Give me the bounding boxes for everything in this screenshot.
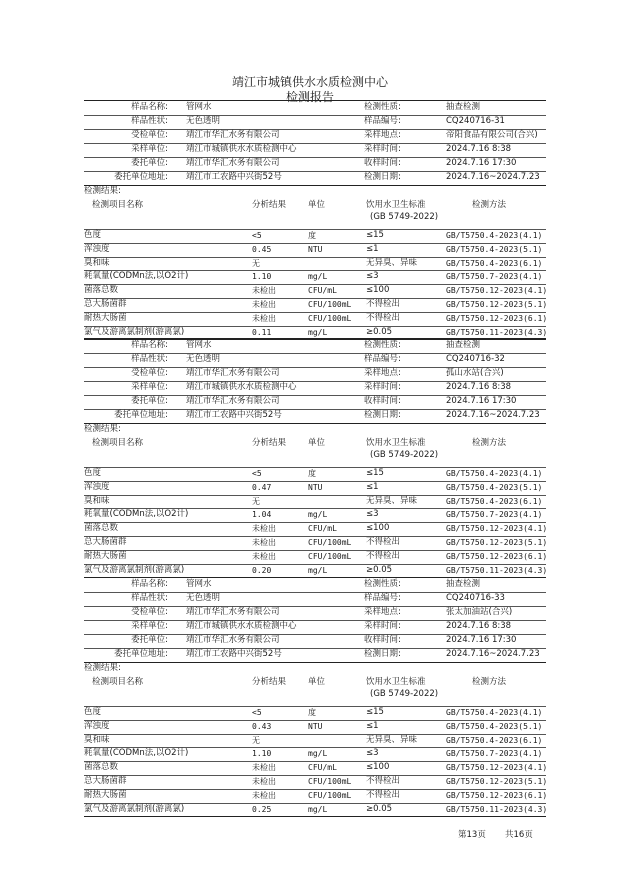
info-value-test-date: 2024.7.16~2024.7.23 [446, 172, 540, 182]
row-method: GB/T5750.12-2023(6.1) [446, 552, 548, 561]
row-item-name: 总大肠菌群 [84, 776, 127, 786]
row-method: GB/T5750.4-2023(6.1) [446, 497, 543, 506]
row-item-name: 臭和味 [84, 258, 110, 268]
info-value-entrust-address: 靖江市工农路中兴街52号 [186, 172, 282, 182]
row-result: <5 [252, 708, 262, 717]
row-method: GB/T5750.7-2023(4.1) [446, 510, 543, 519]
column-header-result: 分析结果 [252, 200, 287, 210]
info-value-entrust-unit: 靖江市华汇水务有限公司 [186, 396, 280, 406]
info-value-client-unit: 靖江市华汇水务有限公司 [186, 607, 280, 617]
row-item-name: 菌落总数 [84, 523, 119, 533]
column-header-standard-code: (GB 5749-2022) [370, 450, 439, 460]
row-standard: 无异臭、异味 [366, 258, 418, 268]
row-item-name: 浑浊度 [84, 482, 110, 492]
column-header-item: 检测项目名称 [92, 200, 144, 210]
row-standard: ≤15 [366, 468, 384, 478]
divider-line [84, 577, 546, 578]
row-method: GB/T5750.7-2023(4.1) [446, 749, 543, 758]
row-standard: 不得检出 [366, 790, 401, 800]
info-value-test-date: 2024.7.16~2024.7.23 [446, 410, 540, 420]
row-item-name: 浑浊度 [84, 721, 110, 731]
row-result: 0.11 [252, 328, 272, 337]
row-method: GB/T5750.12-2023(5.1) [446, 300, 548, 309]
result-label: 检测结果: [84, 663, 121, 673]
row-method: GB/T5750.4-2023(4.1) [446, 231, 543, 240]
row-unit: mg/L [308, 566, 328, 575]
info-value-test-nature: 抽查检测 [446, 102, 481, 112]
row-method: GB/T5750.4-2023(6.1) [446, 259, 543, 268]
row-method: GB/T5750.12-2023(6.1) [446, 791, 548, 800]
info-value-test-date: 2024.7.16~2024.7.23 [446, 649, 540, 659]
info-label-sample-no: 样品编号: [364, 116, 401, 126]
row-unit: CFU/mL [308, 286, 337, 295]
row-standard: ≤3 [366, 509, 379, 519]
row-item-name: 色度 [84, 468, 102, 478]
row-standard: ≤1 [366, 721, 379, 731]
row-standard: ≥0.05 [366, 565, 393, 575]
column-header-item: 检测项目名称 [92, 677, 144, 687]
row-standard: ≤3 [366, 748, 379, 758]
info-label-sample-nature: 样品性状: [131, 116, 168, 126]
column-header-unit: 单位 [308, 200, 326, 210]
info-label-entrust-address: 委托单位地址: [114, 649, 168, 659]
info-label-entrust-unit: 委托单位: [131, 158, 168, 168]
info-value-sample-no: CQ240716-33 [446, 593, 505, 603]
row-standard: ≤1 [366, 482, 379, 492]
divider-line [84, 185, 546, 186]
row-result: 无 [252, 736, 260, 745]
info-label-entrust-address: 委托单位地址: [114, 410, 168, 420]
row-method: GB/T5750.4-2023(5.1) [446, 483, 543, 492]
row-item-name: 浑浊度 [84, 244, 110, 254]
row-standard: 不得检出 [366, 299, 401, 309]
column-header-unit: 单位 [308, 438, 326, 448]
info-label-sampling-unit: 采样单位: [131, 144, 168, 154]
row-unit: mg/L [308, 272, 328, 281]
row-item-name: 色度 [84, 707, 102, 717]
info-label-receive-time: 收样时间: [364, 396, 401, 406]
divider-line [84, 423, 546, 424]
divider-line [84, 338, 546, 339]
info-label-sampling-time: 采样时间: [364, 621, 401, 631]
row-unit: NTU [308, 722, 323, 731]
info-label-sample-no: 样品编号: [364, 354, 401, 364]
row-unit: NTU [308, 483, 323, 492]
info-value-sample-name: 管网水 [186, 579, 212, 589]
row-unit: CFU/100mL [308, 552, 352, 561]
info-label-sample-nature: 样品性状: [131, 593, 168, 603]
row-method: GB/T5750.12-2023(5.1) [446, 538, 548, 547]
info-label-sampling-time: 采样时间: [364, 382, 401, 392]
row-standard: 不得检出 [366, 313, 401, 323]
report-org-title: 靖江市城镇供水水质检测中心 [231, 75, 388, 89]
info-value-sample-nature: 无色透明 [186, 593, 221, 603]
row-item-name: 臭和味 [84, 496, 110, 506]
row-unit: 度 [308, 231, 316, 240]
column-header-standard: 饮用水卫生标准 [366, 200, 426, 210]
info-label-sampling-unit: 采样单位: [131, 382, 168, 392]
row-result: 0.45 [252, 245, 272, 254]
row-result: 无 [252, 497, 260, 506]
column-header-item: 检测项目名称 [92, 438, 144, 448]
row-unit: 度 [308, 708, 316, 717]
row-result: 未检出 [252, 524, 276, 533]
row-unit: CFU/100mL [308, 538, 352, 547]
row-standard: 不得检出 [366, 537, 401, 547]
row-unit: CFU/100mL [308, 791, 352, 800]
info-label-receive-time: 收样时间: [364, 635, 401, 645]
row-unit: mg/L [308, 510, 328, 519]
column-header-standard: 饮用水卫生标准 [366, 438, 426, 448]
row-unit: 度 [308, 469, 316, 478]
row-method: GB/T5750.11-2023(4.3) [446, 566, 548, 575]
row-item-name: 耐热大肠菌 [84, 551, 127, 561]
info-label-sampling-site: 采样地点: [364, 607, 401, 617]
info-label-sample-nature: 样品性状: [131, 354, 168, 364]
row-standard: 不得检出 [366, 551, 401, 561]
row-item-name: 耗氧量(CODMn法,以O2计) [84, 509, 189, 519]
row-standard: ≤100 [366, 285, 390, 295]
info-value-sampling-unit: 靖江市城镇供水水质检测中心 [186, 144, 297, 154]
info-value-sampling-time: 2024.7.16 8:38 [446, 144, 512, 154]
divider-line [84, 100, 546, 101]
row-standard: ≤15 [366, 707, 384, 717]
row-item-name: 氯气及游离氯制剂(游离氯) [84, 565, 185, 575]
info-value-sample-no: CQ240716-32 [446, 354, 505, 364]
row-result: 未检出 [252, 552, 276, 561]
row-result: 1.04 [252, 510, 272, 519]
row-result: 0.47 [252, 483, 272, 492]
info-label-test-nature: 检测性质: [364, 102, 401, 112]
row-standard: ≤1 [366, 244, 379, 254]
info-label-sample-no: 样品编号: [364, 593, 401, 603]
info-value-sampling-site: 帝阳食品有限公司(合兴) [446, 130, 538, 140]
info-value-sampling-time: 2024.7.16 8:38 [446, 621, 512, 631]
divider-line [84, 662, 546, 663]
info-label-client-unit: 受检单位: [131, 607, 168, 617]
row-method: GB/T5750.4-2023(5.1) [446, 722, 543, 731]
row-result: 0.43 [252, 722, 272, 731]
row-standard: ≤100 [366, 523, 390, 533]
info-label-sample-name: 样品名称: [131, 102, 168, 112]
row-item-name: 耐热大肠菌 [84, 313, 127, 323]
info-value-sampling-site: 孤山水站(合兴) [446, 368, 504, 378]
row-item-name: 菌落总数 [84, 285, 119, 295]
info-value-client-unit: 靖江市华汇水务有限公司 [186, 130, 280, 140]
row-standard: 无异臭、异味 [366, 735, 418, 745]
row-unit: CFU/100mL [308, 777, 352, 786]
row-result: 未检出 [252, 777, 276, 786]
info-label-test-date: 检测日期: [364, 649, 401, 659]
row-result: 未检出 [252, 300, 276, 309]
row-item-name: 菌落总数 [84, 762, 119, 772]
row-method: GB/T5750.11-2023(4.3) [446, 328, 548, 337]
row-standard: ≥0.05 [366, 804, 393, 814]
row-unit: mg/L [308, 749, 328, 758]
info-label-test-nature: 检测性质: [364, 340, 401, 350]
info-label-entrust-unit: 委托单位: [131, 635, 168, 645]
row-result: <5 [252, 469, 262, 478]
info-label-sampling-unit: 采样单位: [131, 621, 168, 631]
column-header-method: 检测方法 [472, 677, 507, 687]
info-label-entrust-address: 委托单位地址: [114, 172, 168, 182]
info-label-receive-time: 收样时间: [364, 158, 401, 168]
info-value-sampling-time: 2024.7.16 8:38 [446, 382, 512, 392]
row-result: <5 [252, 231, 262, 240]
info-label-sample-name: 样品名称: [131, 579, 168, 589]
row-method: GB/T5750.12-2023(4.1) [446, 763, 548, 772]
row-item-name: 耗氧量(CODMn法,以O2计) [84, 271, 189, 281]
info-value-sample-nature: 无色透明 [186, 116, 221, 126]
info-label-sampling-time: 采样时间: [364, 144, 401, 154]
row-standard: ≤100 [366, 762, 390, 772]
row-standard: ≤15 [366, 230, 384, 240]
info-label-sample-name: 样品名称: [131, 340, 168, 350]
report-doc-title: 检测报告 [285, 90, 334, 104]
row-method: GB/T5750.4-2023(4.1) [446, 708, 543, 717]
info-label-client-unit: 受检单位: [131, 368, 168, 378]
row-unit: CFU/mL [308, 524, 337, 533]
row-item-name: 总大肠菌群 [84, 537, 127, 547]
info-value-entrust-address: 靖江市工农路中兴街52号 [186, 410, 282, 420]
info-value-sample-no: CQ240716-31 [446, 116, 505, 126]
row-method: GB/T5750.11-2023(4.3) [446, 805, 548, 814]
row-method: GB/T5750.12-2023(5.1) [446, 777, 548, 786]
row-item-name: 耗氧量(CODMn法,以O2计) [84, 748, 189, 758]
row-unit: CFU/100mL [308, 300, 352, 309]
column-header-standard: 饮用水卫生标准 [366, 677, 426, 687]
row-result: 0.20 [252, 566, 272, 575]
row-unit: CFU/100mL [308, 314, 352, 323]
row-unit: mg/L [308, 328, 328, 337]
info-value-test-nature: 抽查检测 [446, 340, 481, 350]
row-method: GB/T5750.4-2023(6.1) [446, 736, 543, 745]
row-unit: NTU [308, 245, 323, 254]
row-result: 未检出 [252, 538, 276, 547]
row-unit: CFU/mL [308, 763, 337, 772]
info-label-sampling-site: 采样地点: [364, 130, 401, 140]
divider-line [84, 816, 546, 817]
page-number: 第13页 [458, 830, 486, 840]
column-header-unit: 单位 [308, 677, 326, 687]
info-value-entrust-unit: 靖江市华汇水务有限公司 [186, 158, 280, 168]
result-label: 检测结果: [84, 424, 121, 434]
info-value-sampling-unit: 靖江市城镇供水水质检测中心 [186, 621, 297, 631]
info-value-sample-nature: 无色透明 [186, 354, 221, 364]
row-result: 未检出 [252, 791, 276, 800]
info-value-sample-name: 管网水 [186, 102, 212, 112]
info-value-sampling-unit: 靖江市城镇供水水质检测中心 [186, 382, 297, 392]
row-standard: ≥0.05 [366, 327, 393, 337]
row-method: GB/T5750.12-2023(6.1) [446, 314, 548, 323]
info-label-test-date: 检测日期: [364, 410, 401, 420]
info-label-entrust-unit: 委托单位: [131, 396, 168, 406]
row-standard: 不得检出 [366, 776, 401, 786]
info-value-test-nature: 抽查检测 [446, 579, 481, 589]
info-value-client-unit: 靖江市华汇水务有限公司 [186, 368, 280, 378]
row-result: 0.25 [252, 805, 272, 814]
row-method: GB/T5750.12-2023(4.1) [446, 286, 548, 295]
row-item-name: 氯气及游离氯制剂(游离氯) [84, 804, 185, 814]
row-result: 未检出 [252, 314, 276, 323]
info-value-receive-time: 2024.7.16 17:30 [446, 158, 517, 168]
row-item-name: 耐热大肠菌 [84, 790, 127, 800]
row-result: 1.10 [252, 272, 272, 281]
info-value-receive-time: 2024.7.16 17:30 [446, 635, 517, 645]
row-method: GB/T5750.4-2023(4.1) [446, 469, 543, 478]
row-item-name: 总大肠菌群 [84, 299, 127, 309]
info-value-sample-name: 管网水 [186, 340, 212, 350]
info-value-receive-time: 2024.7.16 17:30 [446, 396, 517, 406]
row-method: GB/T5750.4-2023(5.1) [446, 245, 543, 254]
column-header-method: 检测方法 [472, 438, 507, 448]
info-label-test-date: 检测日期: [364, 172, 401, 182]
row-result: 无 [252, 259, 260, 268]
row-result: 1.10 [252, 749, 272, 758]
result-label: 检测结果: [84, 186, 121, 196]
row-standard: ≤3 [366, 271, 379, 281]
info-value-sampling-site: 张太加油站(合兴) [446, 607, 513, 617]
row-item-name: 氯气及游离氯制剂(游离氯) [84, 327, 185, 337]
column-header-method: 检测方法 [472, 200, 507, 210]
column-header-standard-code: (GB 5749-2022) [370, 689, 439, 699]
info-label-test-nature: 检测性质: [364, 579, 401, 589]
column-header-result: 分析结果 [252, 438, 287, 448]
info-label-sampling-site: 采样地点: [364, 368, 401, 378]
column-header-result: 分析结果 [252, 677, 287, 687]
info-value-entrust-address: 靖江市工农路中兴街52号 [186, 649, 282, 659]
row-item-name: 色度 [84, 230, 102, 240]
row-unit: mg/L [308, 805, 328, 814]
row-result: 未检出 [252, 286, 276, 295]
row-method: GB/T5750.7-2023(4.1) [446, 272, 543, 281]
info-label-client-unit: 受检单位: [131, 130, 168, 140]
row-item-name: 臭和味 [84, 735, 110, 745]
row-standard: 无异臭、异味 [366, 496, 418, 506]
row-result: 未检出 [252, 763, 276, 772]
page-total: 共16页 [505, 830, 533, 840]
info-value-entrust-unit: 靖江市华汇水务有限公司 [186, 635, 280, 645]
row-method: GB/T5750.12-2023(4.1) [446, 524, 548, 533]
column-header-standard-code: (GB 5749-2022) [370, 212, 439, 222]
